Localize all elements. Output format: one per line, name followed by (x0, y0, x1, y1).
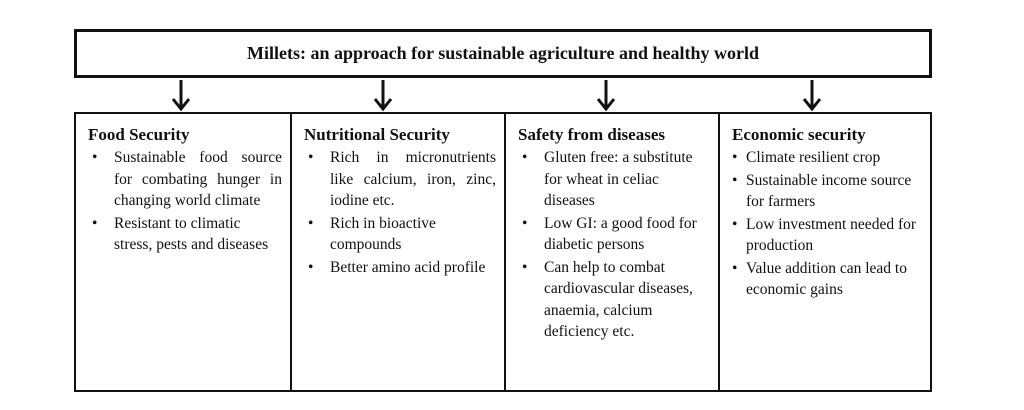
list-item: • Can help to combat cardiovascular diseases, anaemia, calcium deficiency etc. (518, 257, 710, 343)
list-item: • Low investment needed for production (732, 214, 922, 257)
column-food-security (76, 114, 292, 390)
bullet-list (518, 147, 710, 343)
arrows-layer (0, 78, 1024, 114)
column-heading: Nutritional Security (304, 125, 450, 144)
security-table (74, 112, 932, 392)
list-item: • Sustainable food source for combating hunger in changing world climate (88, 147, 282, 212)
arrow-economic-security (804, 80, 820, 109)
arrow-nutritional-security (375, 80, 391, 109)
arrow-food-security (173, 80, 189, 109)
diagram-title: Millets: an approach for sustainable agriculture and healthy world (246, 43, 760, 63)
list-item: • Low GI: a good food for diabetic persons (518, 213, 710, 256)
arrow-safety-from-diseases (598, 80, 614, 109)
list-item: • Value addition can lead to economic gains (732, 258, 922, 301)
column-heading: Safety from diseases (518, 125, 665, 144)
column-economic-security (720, 114, 930, 390)
list-item: • Resistant to climatic stress, pests and diseases (88, 213, 282, 256)
list-item: • Better amino acid profile (304, 257, 496, 279)
column-heading: Food Security (88, 125, 190, 144)
column-nutritional-security (292, 114, 506, 390)
bullet-list (732, 147, 922, 301)
list-item: • Rich in micronutrients like calcium, iron, zinc, iodine etc. (304, 147, 496, 212)
bullet-list (88, 147, 282, 256)
list-item: • Rich in bioactive compounds (304, 213, 496, 256)
list-item: • Gluten free: a substitute for wheat in celiac diseases (518, 147, 710, 212)
column-heading: Economic security (732, 125, 866, 144)
column-safety-from-diseases (506, 114, 720, 390)
list-item: • Sustainable income source for farmers (732, 170, 922, 213)
diagram-title-box (74, 29, 932, 78)
list-item: • Climate resilient crop (732, 147, 922, 169)
bullet-list (304, 147, 496, 278)
